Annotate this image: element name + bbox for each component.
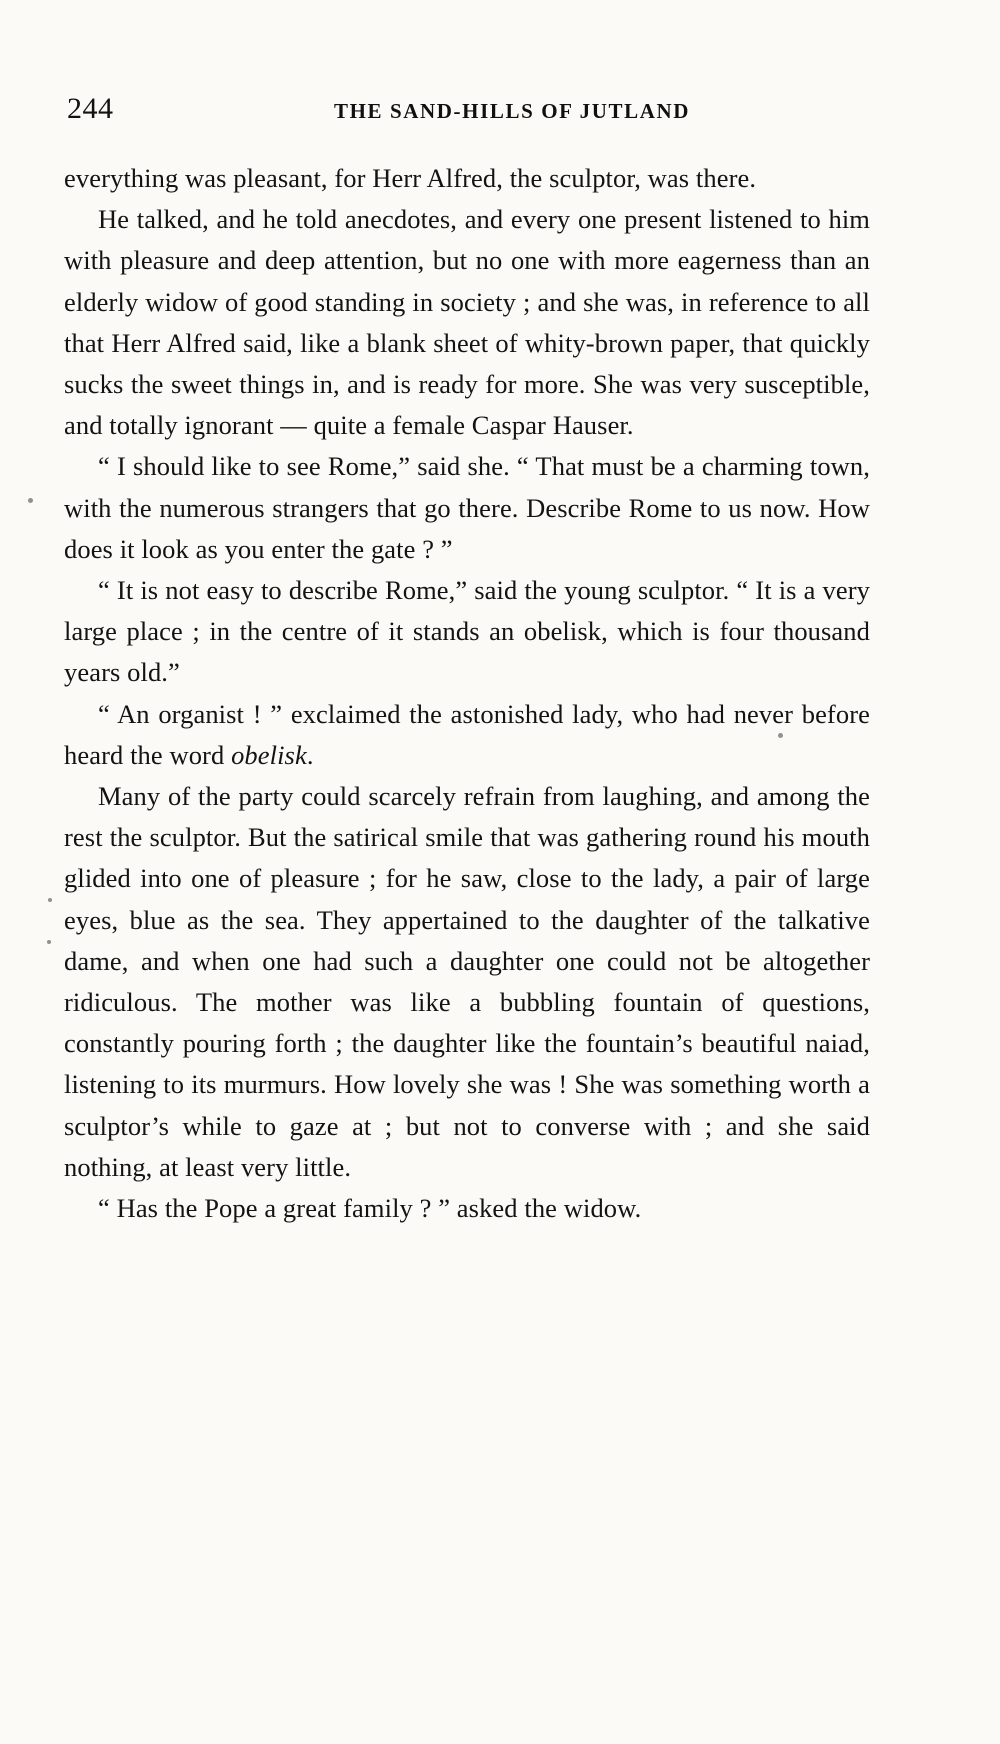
paragraph: “ Has the Pope a great family ? ” asked the widow.: [98, 1193, 642, 1224]
page-body: [64, 158, 870, 1229]
paragraph: “ I should like to see Rome,” said she. “ That must be a charming town, with the numerous strangers that go there. Describe Rome to us now. How does it look as you enter the gate ? ”: [64, 451, 870, 564]
scan-speck: [778, 733, 783, 738]
italic-word: obelisk: [231, 739, 307, 770]
scan-speck: [47, 940, 51, 944]
paragraph: He talked, and he told anecdotes, and every one present listened to him with pleasure and deep attention, but no one with more eagerness than an elderly widow of good standing in society ; and she was, in reference to all that Herr Alfred said, like a blank sheet of whity-brown paper, that quickly sucks the sweet things in, and is ready for more. She was very susceptible, and totally ignorant — quite a female Caspar Hauser.: [64, 204, 870, 441]
paragraph: everything was pleasant, for Herr Alfred, the sculptor, was there.: [64, 163, 757, 193]
scan-speck: [28, 498, 33, 503]
paragraph-text: “ An organist ! ” exclaimed the astonished lady, who had never before heard the word obelisk.: [64, 698, 870, 770]
paragraph: Many of the party could scarcely refrain from laughing, and among the rest the sculptor. But the satirical smile that was gathering round his mouth glided into one of pleasure ; for he saw, close to the lady, a pair of large eyes, blue as the sea. They appertained to the daughter of the talkative dame, and when one had such a daughter one could not be altogether ridiculous. The mother was like a bubbling fountain of questions, constantly pouring forth ; the daughter like the fountain’s beautiful naiad, listening to its murmurs. How lovely she was ! She was something worth a sculptor’s while to gaze at ; but not to converse with ; and she said nothing, at least very little.: [64, 781, 870, 1182]
scan-speck: [48, 898, 52, 902]
running-head: THE SAND-HILLS OF JUTLAND: [333, 99, 691, 123]
paragraph: “ It is not easy to describe Rome,” said the young sculptor. “ It is a very large place ; in the centre of it stands an obelisk, which is four thousand years old.”: [64, 575, 870, 688]
paragraph-with-italic: [64, 694, 870, 776]
page-header: [62, 92, 872, 132]
page-number: 244: [67, 92, 114, 125]
